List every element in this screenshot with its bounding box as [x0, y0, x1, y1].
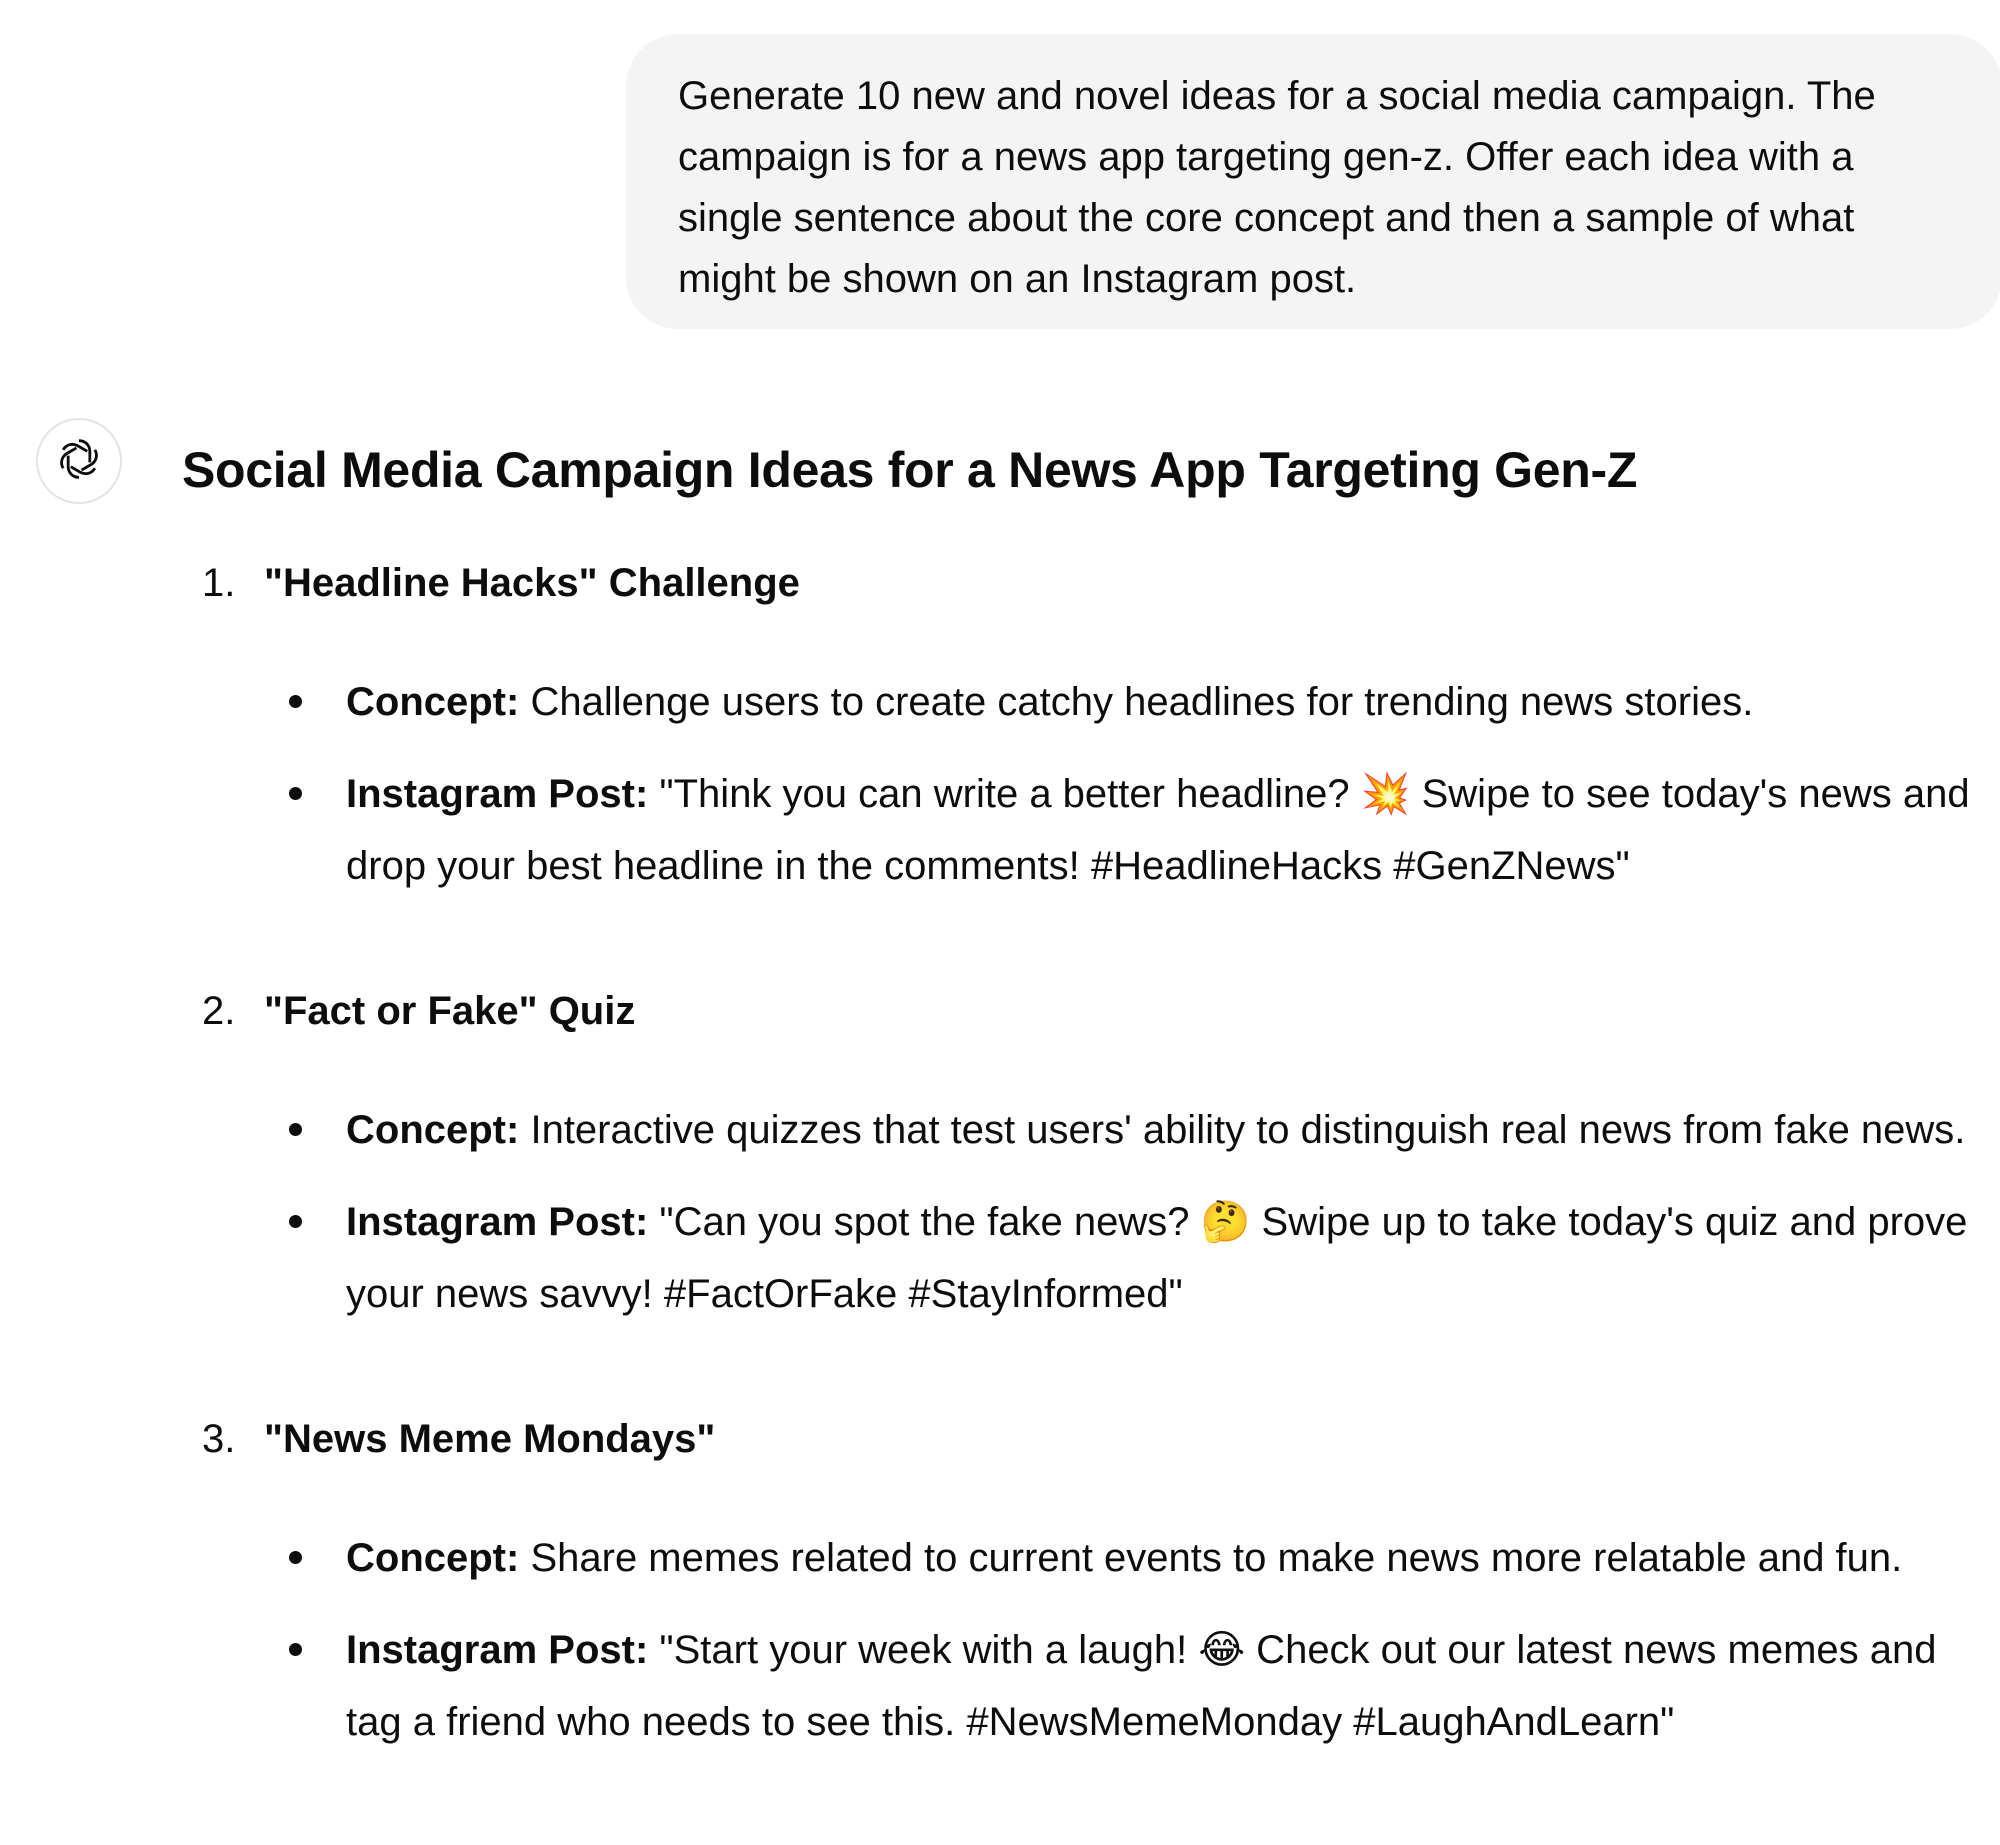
- concept-item: [182, 1522, 1982, 1594]
- concept-label: Concept:: [346, 1108, 520, 1152]
- bullet-icon: [289, 787, 302, 800]
- idea-title: "Headline Hacks" Challenge: [264, 561, 800, 605]
- instagram-post-label: Instagram Post:: [346, 772, 649, 816]
- idea-number: 2.: [202, 989, 236, 1033]
- idea-item: [182, 976, 1982, 1330]
- idea-item: [182, 1404, 1982, 1758]
- instagram-post-item: [182, 758, 1982, 902]
- concept-text: Challenge users to create catchy headlines for trending news stories.: [530, 680, 1754, 724]
- openai-logo-icon: [54, 434, 104, 489]
- idea-number: 3.: [202, 1417, 236, 1461]
- concept-item: [182, 666, 1982, 738]
- idea-details: [182, 666, 1982, 902]
- concept-text: Interactive quizzes that test users' ability to distinguish real news from fake news.: [530, 1108, 1966, 1152]
- idea-title: "Fact or Fake" Quiz: [264, 989, 636, 1033]
- concept-label: Concept:: [346, 680, 520, 724]
- concept-item: [182, 1094, 1982, 1166]
- instagram-post-text: "Can you spot the fake news? 🤔 Swipe up to take today's quiz and prove your news savvy! #FactOrFake #StayInformed": [346, 1200, 1968, 1316]
- idea-item: [182, 548, 1982, 902]
- user-message-text: Generate 10 new and novel ideas for a social media campaign. The campaign is for a news app targeting gen-z. Offer each idea with a single sentence about the core concept and then a sample of what might be shown on an Instagram post.: [678, 74, 1876, 301]
- bullet-icon: [289, 1215, 302, 1228]
- instagram-post-item: [182, 1186, 1982, 1330]
- assistant-response: [182, 430, 1982, 1758]
- instagram-post-item: [182, 1614, 1982, 1758]
- idea-title: "News Meme Mondays": [264, 1417, 716, 1461]
- idea-number: 1.: [202, 561, 236, 605]
- user-message-bubble: [626, 34, 2000, 329]
- instagram-post-label: Instagram Post:: [346, 1628, 649, 1672]
- concept-text: Share memes related to current events to make news more relatable and fun.: [530, 1536, 1903, 1580]
- response-title: Social Media Campaign Ideas for a News App Targeting Gen-Z: [182, 442, 1638, 498]
- bullet-icon: [289, 1123, 302, 1136]
- idea-details: [182, 1522, 1982, 1758]
- bullet-icon: [289, 1643, 302, 1656]
- assistant-avatar: [36, 418, 122, 504]
- bullet-icon: [289, 695, 302, 708]
- idea-details: [182, 1094, 1982, 1330]
- instagram-post-label: Instagram Post:: [346, 1200, 649, 1244]
- instagram-post-text: "Start your week with a laugh! 😂 Check out our latest news memes and tag a friend who needs to see this. #NewsMemeMonday #LaughAndLearn": [346, 1628, 1937, 1744]
- bullet-icon: [289, 1551, 302, 1564]
- instagram-post-text: "Think you can write a better headline? 💥 Swipe to see today's news and drop your best headline in the comments! #HeadlineHacks #GenZNews": [346, 772, 1970, 888]
- concept-label: Concept:: [346, 1536, 520, 1580]
- ideas-list: [182, 548, 1982, 1758]
